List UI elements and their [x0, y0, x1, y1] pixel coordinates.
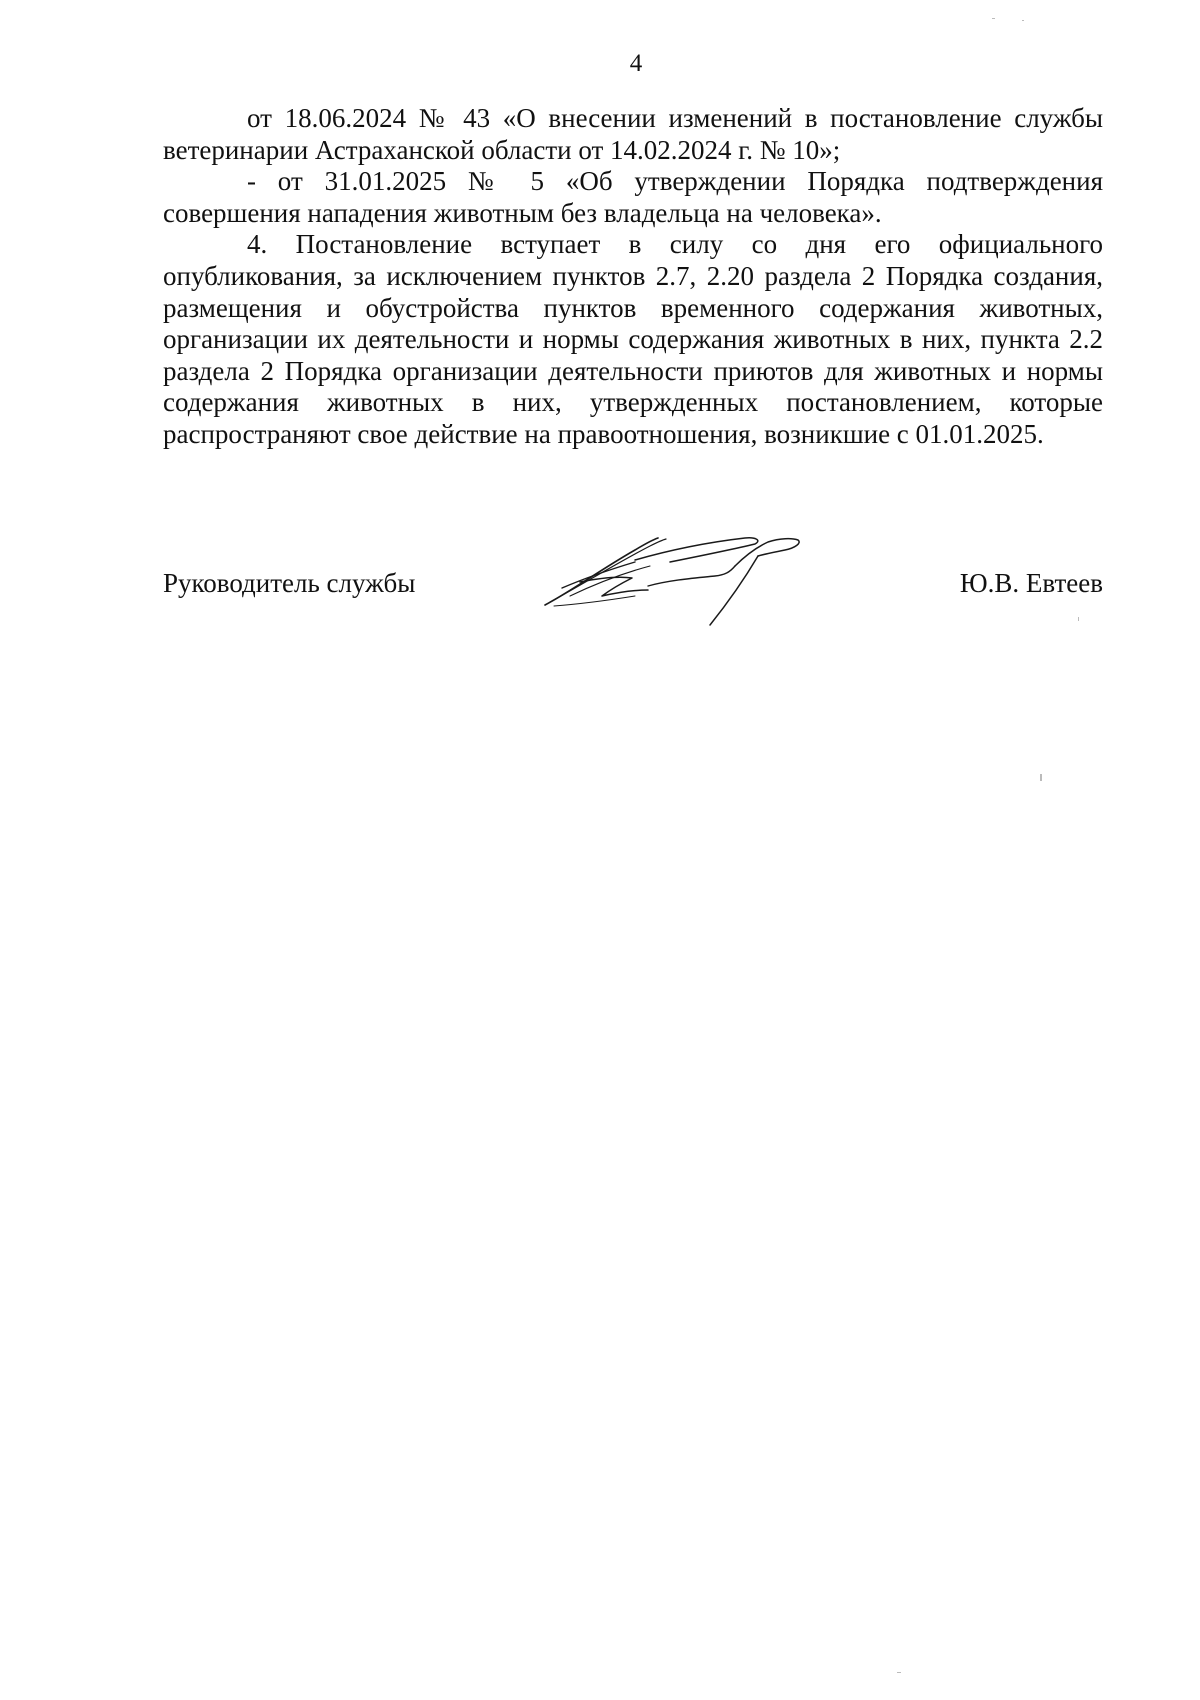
document-body: [163, 103, 1103, 451]
page-number: 4: [629, 50, 643, 77]
paragraph-amendment-reference: от 18.06.2024 № 43 «О внесении изменений в постановление службы ветеринарии Астраханской области от 14.02.2024 г. № 10»;: [163, 103, 1103, 165]
signatory-position: Руководитель службы: [163, 568, 416, 598]
handwritten-signature: [540, 520, 840, 630]
signatory-name: Ю.В. Евтеев: [959, 568, 1103, 598]
paragraph-list-item: - от 31.01.2025 № 5 «Об утверждении Порядка подтверждения совершения нападения животным без владельца на человека».: [163, 166, 1103, 228]
paragraph-effective-date: 4. Постановление вступает в силу со дня его официального опубликования, за исключением пунктов 2.7, 2.20 раздела 2 Порядка создания, размещения и обустройства пунктов временного содержания животных, организации их деятельности и нормы содержания животных в них, пункта 2.2 раздела 2 Порядка организации деятельности приютов для животных и нормы содержания животных в них, утвержденных постановлением, которые распространяют свое действие на правоотношения, возникшие с 01.01.2025.: [163, 229, 1103, 449]
